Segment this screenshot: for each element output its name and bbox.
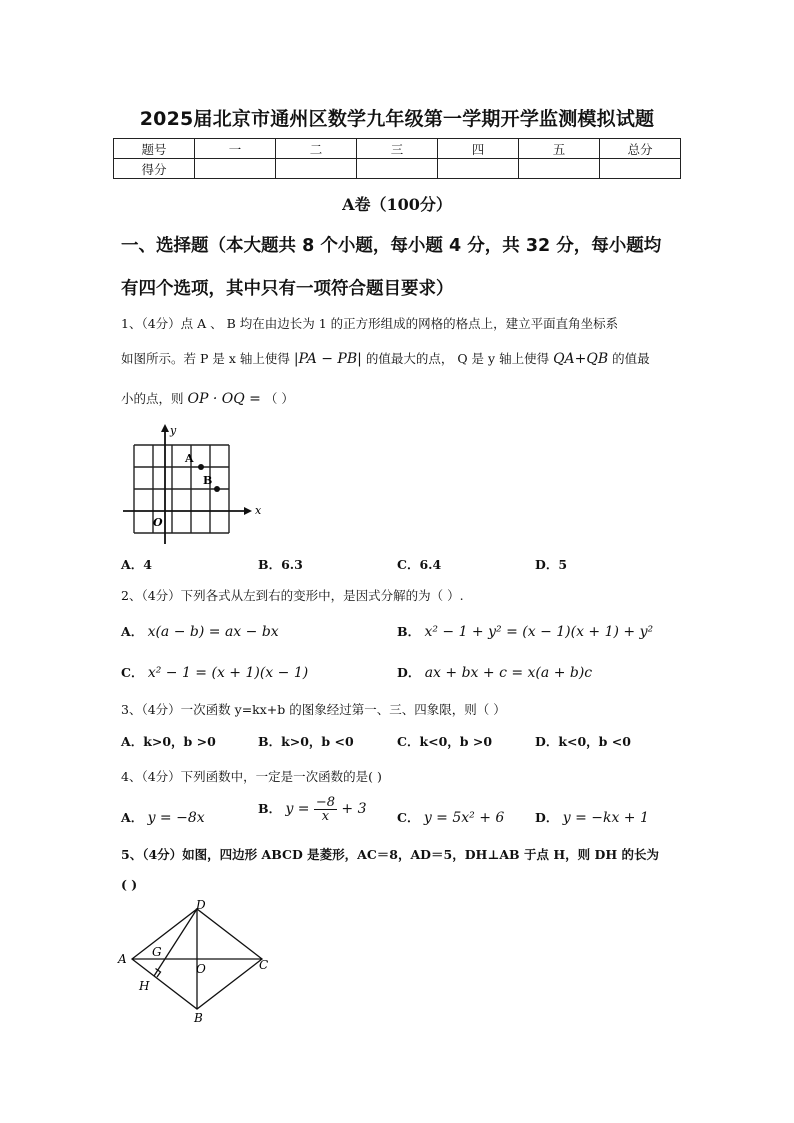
fraction-numerator: −8: [315, 795, 336, 810]
paper-part-heading: A卷（100分）: [342, 195, 452, 214]
q5-stem-line1: 5、（4分）如图，四边形 ABCD 是菱形，AC＝8，AD＝5，DH⊥AB 于点 H，则 DH 的长为: [121, 847, 659, 862]
option-expression: x² − 1 = (x + 1)(x − 1): [147, 665, 309, 681]
score-table-header-row: [114, 139, 681, 159]
vertex-label-c: C: [259, 958, 269, 972]
point-label-g: G: [152, 945, 162, 959]
option-expression: y = −kx + 1: [562, 810, 649, 826]
option-label: D．: [535, 810, 559, 825]
option-expression: x² − 1 + y² = (x − 1)(x + 1) + y²: [424, 624, 654, 640]
q3-stem: 3、（4分）一次函数 y=kx+b 的图象经过第一、三、四象限，则（ ）: [121, 702, 506, 717]
q2-option-d[interactable]: [397, 663, 592, 681]
score-table-header-cell: 二: [276, 139, 357, 159]
score-table-header-cell: 总分: [600, 139, 681, 159]
q1-text: 的值最大的点， Q 是 y 轴上使得: [365, 351, 550, 366]
q5-stem-line2: ( ): [121, 877, 138, 892]
section-heading-line1: 一、选择题（本大题共 8 个小题，每小题 4 分，共 32 分，每小题均: [121, 236, 662, 256]
q3-option-c[interactable]: C．k<0，b >0: [397, 734, 493, 749]
option-label: D．: [397, 665, 421, 680]
q1-answer-blank: （ ）: [264, 391, 294, 406]
q4-option-a[interactable]: [121, 808, 205, 826]
q1-expr-abs: |PA − PB|: [293, 351, 362, 367]
score-cell[interactable]: [195, 159, 276, 179]
rhombus-lines: [132, 909, 262, 1009]
q1-expr-sum: QA+QB: [553, 351, 609, 367]
option-label: B．: [258, 801, 282, 816]
center-label-o: O: [196, 962, 206, 976]
q1-option-b[interactable]: B．6.3: [258, 557, 303, 572]
point-label-b: B: [203, 474, 213, 487]
option-label: C．: [121, 665, 144, 680]
score-table-header-cell: 三: [357, 139, 438, 159]
q1-stem-line3: [121, 389, 294, 407]
point-label-h: H: [139, 979, 150, 993]
q1-grid-figure: [118, 420, 268, 550]
score-table-header-cell: 五: [519, 139, 600, 159]
y-axis-label: y: [170, 424, 177, 437]
q2-option-a[interactable]: [121, 622, 279, 640]
page-title: 2025届北京市通州区数学九年级第一学期开学监测模拟试题: [139, 108, 655, 130]
q1-option-a[interactable]: A．4: [121, 557, 152, 572]
q2-option-c[interactable]: [121, 663, 308, 681]
q1-text: 的值最: [612, 351, 650, 366]
q1-text: 小的点，则: [121, 391, 184, 406]
point-label-a: A: [185, 452, 194, 465]
vertex-label-d: D: [196, 898, 206, 912]
q4-option-d[interactable]: [535, 808, 649, 826]
q4-option-c[interactable]: [397, 808, 504, 826]
option-expression: y = 5x² + 6: [423, 810, 505, 826]
q1-option-c[interactable]: C．6.4: [397, 557, 442, 572]
x-axis-arrow-icon: [244, 507, 252, 515]
origin-label: O: [153, 516, 163, 529]
option-expression: x(a − b) = ax − bx: [147, 624, 279, 640]
option-expression: ax + bx + c = x(a + b)c: [424, 665, 593, 681]
option-expression: + 3: [341, 801, 367, 817]
option-label: A．: [121, 624, 144, 639]
score-table-header-cell: 一: [195, 139, 276, 159]
q2-option-b[interactable]: [397, 622, 653, 640]
score-table: [113, 138, 681, 179]
q5-rhombus-figure: [112, 895, 282, 1030]
score-table-header-cell: 四: [438, 139, 519, 159]
score-table-score-row: [114, 159, 681, 179]
option-label: B．: [397, 624, 421, 639]
score-cell[interactable]: [519, 159, 600, 179]
x-axis-label: x: [255, 504, 262, 517]
q2-stem: 2、（4分）下列各式从左到右的变形中，是因式分解的为（ ）.: [121, 588, 464, 603]
q4-option-b[interactable]: [258, 796, 367, 823]
score-cell[interactable]: [357, 159, 438, 179]
q3-option-a[interactable]: A．k>0，b >0: [121, 734, 216, 749]
q3-option-b[interactable]: B．k>0，b <0: [258, 734, 354, 749]
fraction: [314, 796, 337, 823]
q1-option-d[interactable]: D．5: [535, 557, 568, 572]
vertex-label-a: A: [118, 952, 127, 966]
q1-text: 如图所示。若 P 是 x 轴上使得: [121, 351, 290, 366]
score-cell[interactable]: [600, 159, 681, 179]
q1-stem-line1: 1、（4分）点 A 、 B 均在由边长为 1 的正方形组成的网格的格点上，建立平面直角坐标系: [121, 316, 619, 331]
option-label: A．: [121, 810, 144, 825]
option-expression: y =: [285, 801, 310, 817]
q4-stem: 4、（4分）下列函数中，一定是一次函数的是( ): [121, 769, 382, 784]
section-heading-line2: 有四个选项，其中只有一项符合题目要求）: [121, 279, 454, 299]
option-label: C．: [397, 810, 420, 825]
score-cell[interactable]: [276, 159, 357, 179]
y-axis-arrow-icon: [161, 424, 169, 432]
score-row-label: 得分: [114, 159, 195, 179]
q1-expr-product: OP · OQ =: [187, 391, 261, 407]
fraction-denominator: x: [321, 809, 330, 824]
q3-option-d[interactable]: D．k<0，b <0: [535, 734, 631, 749]
option-expression: y = −8x: [147, 810, 205, 826]
point-b: [214, 486, 220, 492]
vertex-label-b: B: [194, 1011, 203, 1025]
score-table-header-cell: 题号: [114, 139, 195, 159]
q1-stem-line2: [121, 349, 650, 367]
point-a: [198, 464, 204, 470]
score-cell[interactable]: [438, 159, 519, 179]
